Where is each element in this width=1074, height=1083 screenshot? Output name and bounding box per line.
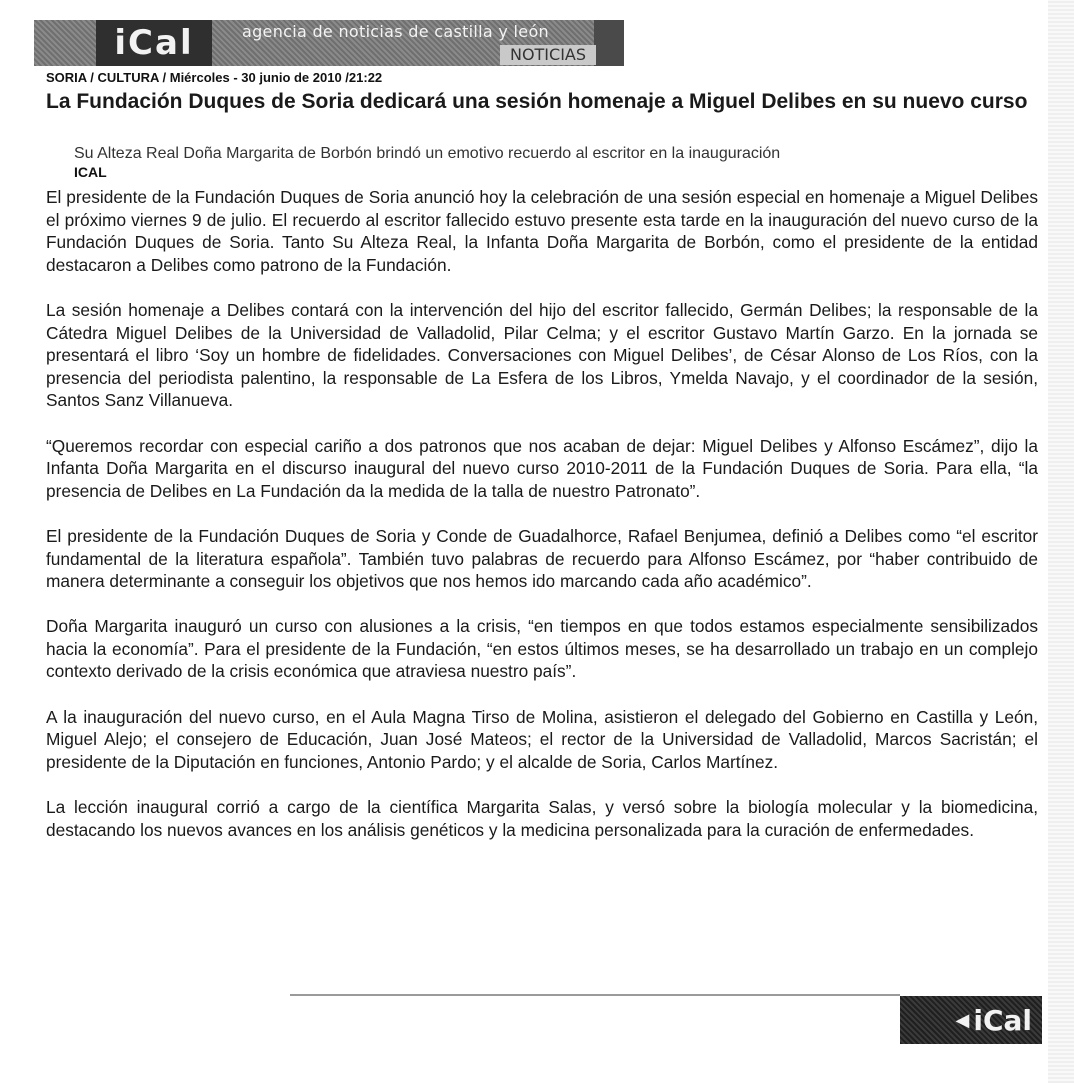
paragraph: El presidente de la Fundación Duques de Soria y Conde de Guadalhorce, Rafael Benjumea, definió a Delibes como “el escritor fundamental de la literatura española”. También tuvo palabras de recuerdo para Alfonso Escámez, por “haber contribuido de manera determinante a conseguir los objetivos que nos hemos ido marcando cada año académico”. bbox=[46, 525, 1038, 592]
article-source: ICAL bbox=[74, 164, 107, 180]
footer-rule bbox=[290, 994, 900, 996]
header-bar-end bbox=[594, 20, 624, 66]
article-title: La Fundación Duques de Soria dedicará una sesión homenaje a Miguel Delibes en su nuevo curso bbox=[46, 90, 1028, 113]
paragraph: La sesión homenaje a Delibes contará con la intervención del hijo del escritor fallecido, Germán Delibes; la responsable de la Cátedra Miguel Delibes de la Universidad de Valladolid, Pilar Celma; y el escritor Gustavo Martín Garzo. En la jornada se presentará el libro ‘Soy un hombre de fidelidades. Conversaciones con Miguel Delibes’, de César Alonso de Los Ríos, con la presencia del periodista palentino, la responsable de La Esfera de los Libros, Ymelda Navajo, y el coordinador de la sesión, Santos Sanz Villanueva. bbox=[46, 299, 1038, 411]
paragraph: El presidente de la Fundación Duques de Soria anunció hoy la celebración de una sesión especial en homenaje a Miguel Delibes el próximo viernes 9 de julio. El recuerdo al escritor fallecido estuvo presente esta tarde en la inauguración del nuevo curso de la Fundación Duques de Soria. Tanto Su Alteza Real, la Infanta Doña Margarita de Borbón, como el presidente de la entidad destacaron a Delibes como patrono de la Fundación. bbox=[46, 187, 1038, 275]
paragraph: Doña Margarita inauguró un curso con alusiones a la crisis, “en tiempos en que todos estamos especialmente sensibilizados hacia la economía”. Para el presidente de la Fundación, “en estos últimos meses, se ha desarrollado un trabajo en un complejo contexto derivado de la crisis económica que atraviesa nuestro país”. bbox=[46, 616, 1038, 682]
footer-logo-text: iCal bbox=[973, 1003, 1032, 1037]
article-dateline: SORIA / CULTURA / Miércoles - 30 junio de 2010 /21:22 bbox=[46, 70, 383, 85]
footer-logo bbox=[900, 996, 1042, 1044]
article-body bbox=[46, 186, 1038, 864]
agency-tagline: agencia de noticias de castilla y león bbox=[242, 22, 549, 41]
paragraph: La lección inaugural corrió a cargo de la científica Margarita Salas, y versó sobre la biología molecular y la biomedicina, destacando los nuevos avances en los análisis genéticos y la medicina personalizada para la curación de enfermedades. bbox=[46, 797, 1038, 840]
paragraph: A la inauguración del nuevo curso, en el Aula Magna Tirso de Molina, asistieron el delegado del Gobierno en Castilla y León, Miguel Alejo; el consejero de Educación, Juan José Mateos; el rector de la Universidad de Valladolid, Marcos Sacristán; el presidente de la Diputación en funciones, Antonio Pardo; y el alcalde de Soria, Carlos Martínez. bbox=[46, 706, 1038, 772]
section-label: NOTICIAS bbox=[500, 45, 596, 65]
scan-edge bbox=[1048, 0, 1074, 1083]
arrow-left-icon: ◀ bbox=[955, 1009, 970, 1031]
article-subtitle: Su Alteza Real Doña Margarita de Borbón brindó un emotivo recuerdo al escritor en la inauguración bbox=[74, 145, 781, 162]
ical-logo: iCal bbox=[96, 20, 212, 66]
paragraph: “Queremos recordar con especial cariño a dos patronos que nos acaban de dejar: Miguel Delibes y Alfonso Escámez”, dijo la Infanta Doña Margarita en el discurso inaugural del nuevo curso 2010-2011 de la Fundación Duques de Soria. Para ella, “la presencia de Delibes en La Fundación da la medida de la talla de nuestro Patronato”. bbox=[46, 435, 1038, 501]
